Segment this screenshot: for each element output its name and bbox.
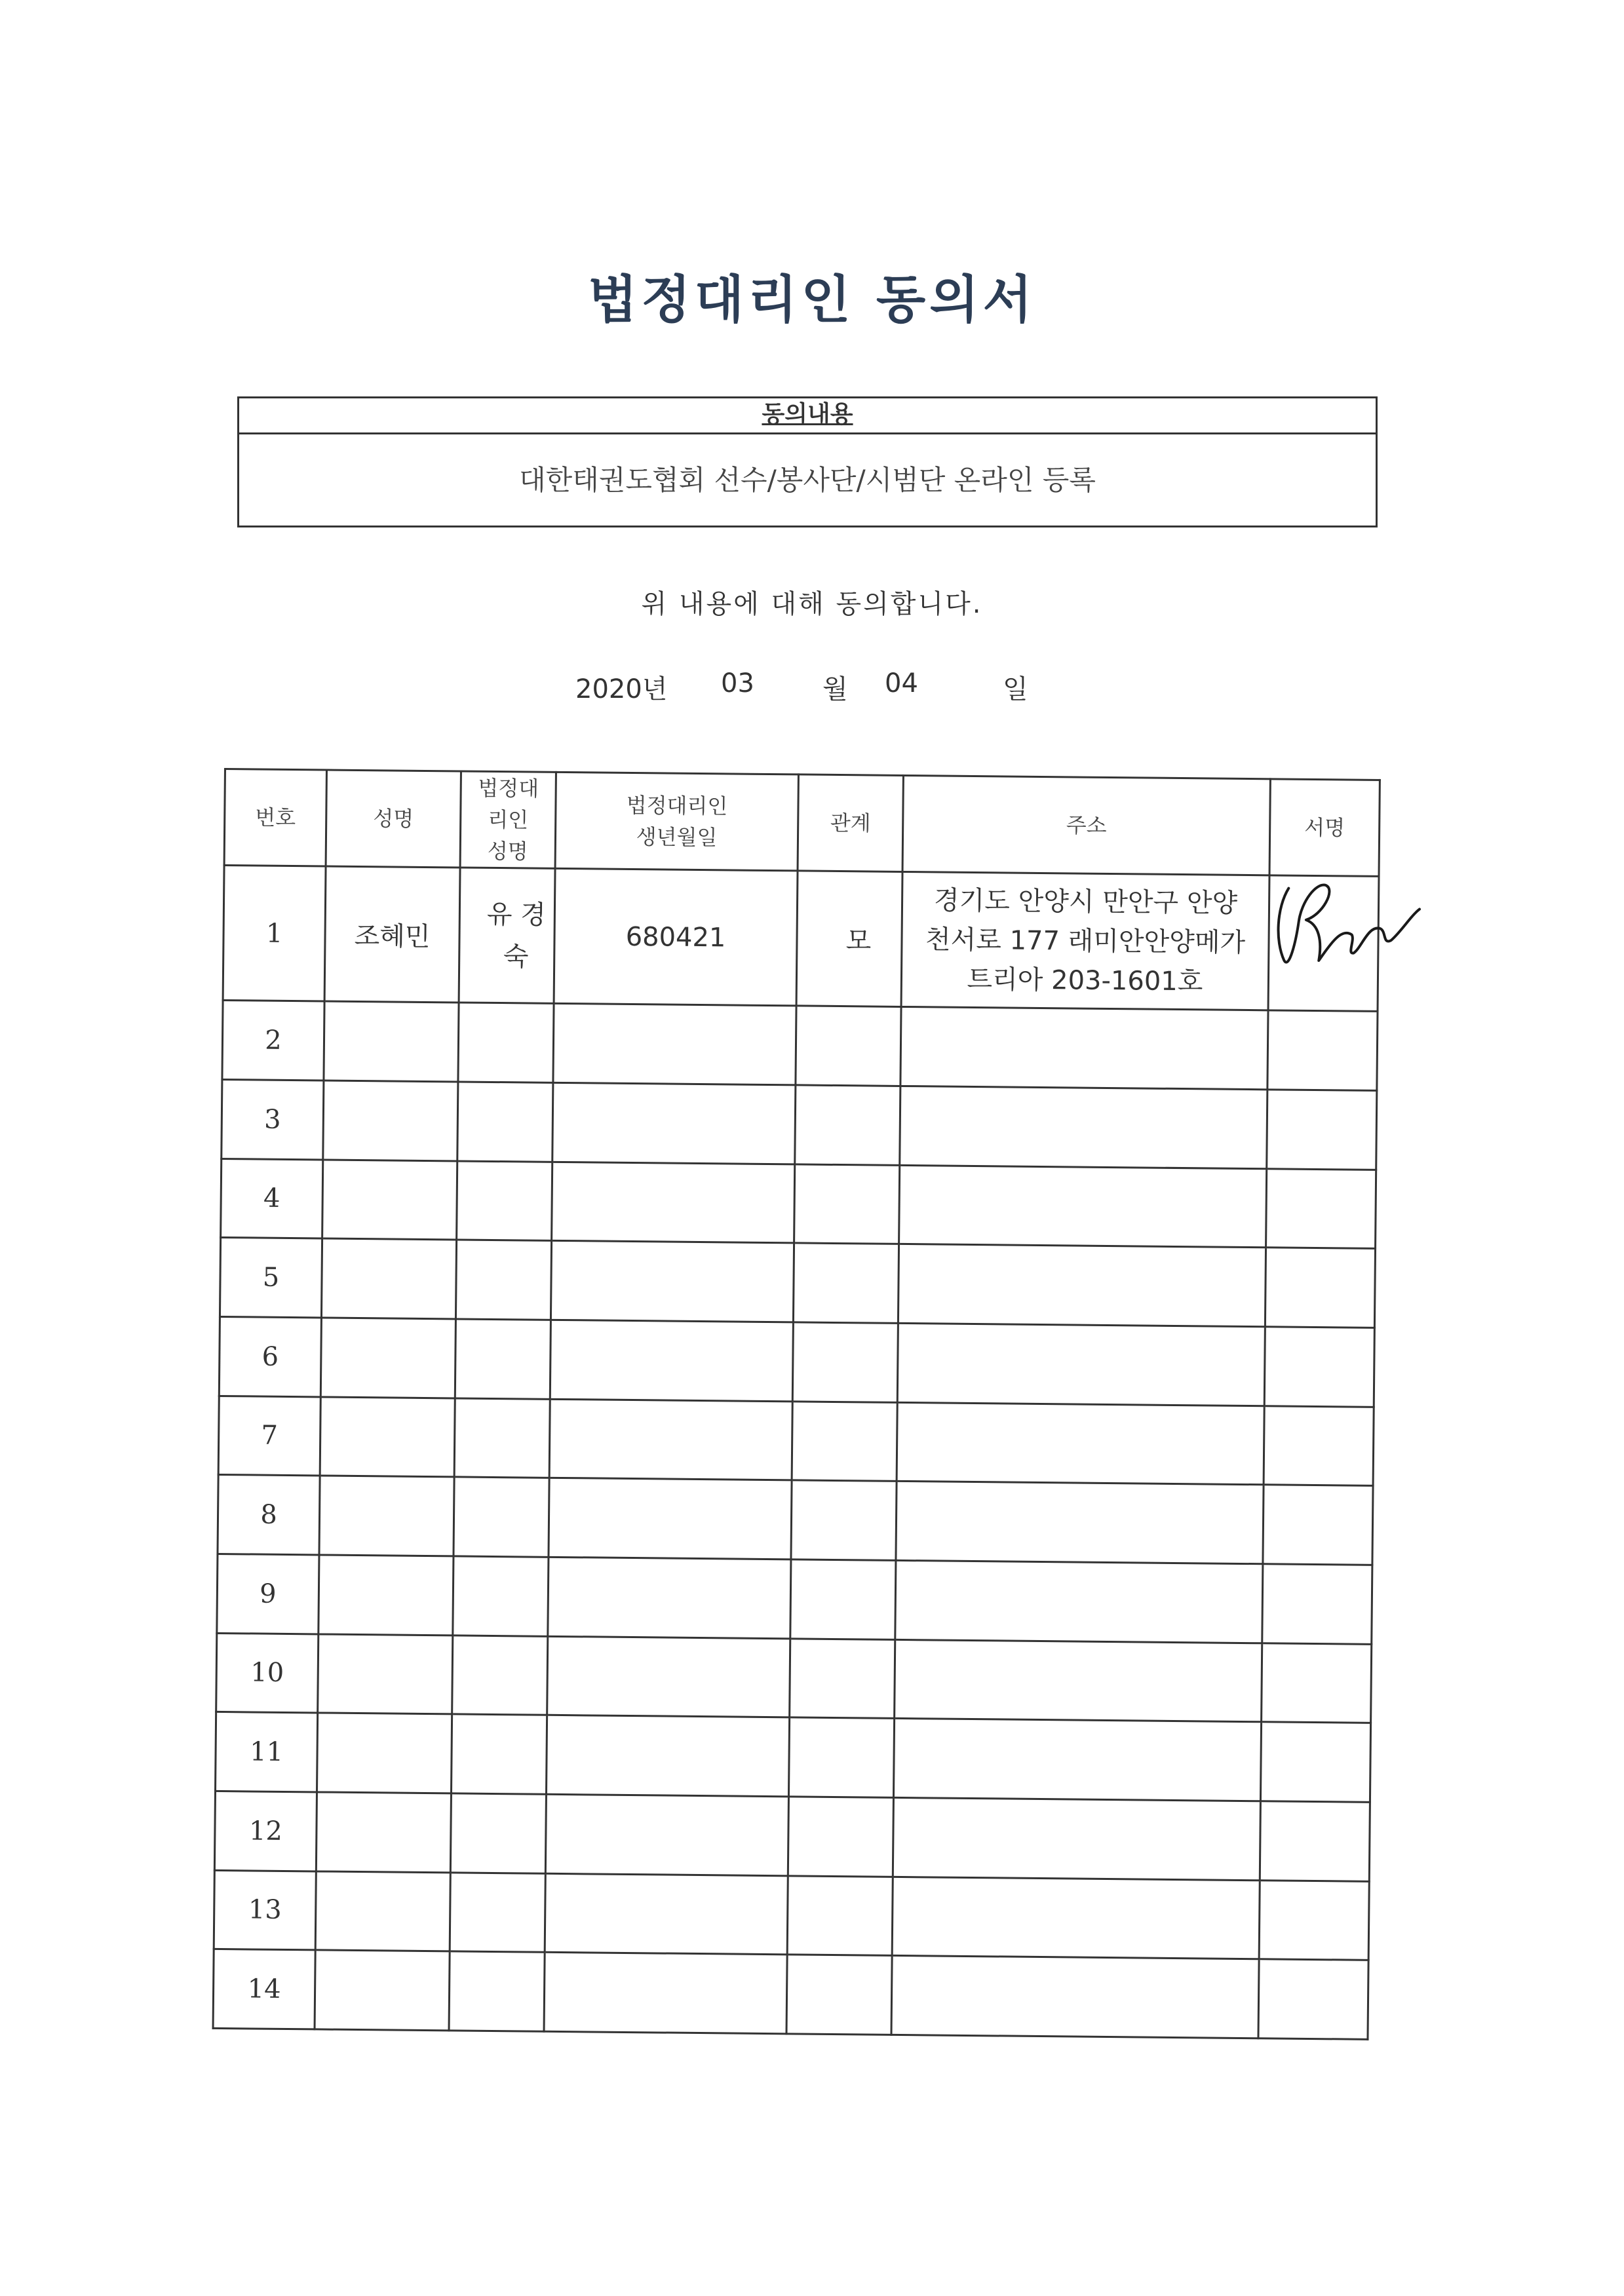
header-guardian-birth (555, 772, 798, 871)
date-day-unit: 일 (1003, 674, 1028, 704)
participant-name: 조혜민 (324, 866, 460, 1003)
table-row (216, 1633, 1372, 1723)
row-number: 3 (222, 1079, 324, 1159)
row-number: 10 (216, 1633, 319, 1713)
header-number: 번호 (224, 769, 326, 866)
table-row (222, 1079, 1377, 1170)
table-row (213, 1949, 1368, 2040)
table-row (218, 1396, 1374, 1486)
row-number: 4 (221, 1158, 323, 1238)
guardian-name (459, 868, 555, 1004)
guardian-name-line: 유 경 (486, 899, 547, 930)
address (901, 871, 1269, 1010)
relation: 모 (796, 871, 902, 1007)
address-line: 경기도 안양시 만안구 안양 (933, 885, 1238, 919)
row-number: 6 (219, 1316, 321, 1396)
header-relation: 관계 (798, 775, 903, 872)
row-number: 2 (222, 1001, 324, 1081)
date-month-unit: 월 (822, 674, 848, 704)
guardian-name-line: 숙 (503, 941, 529, 972)
header-guardian-name-line: 리인 (488, 807, 529, 833)
date-day: 04 (885, 668, 918, 698)
address-line: 트리아 203-1601호 (967, 964, 1203, 997)
row-number: 12 (214, 1791, 317, 1871)
header-row (224, 769, 1380, 877)
row-number: 14 (213, 1949, 315, 2029)
address-line: 천서로 177 래미안안양메가 (925, 924, 1246, 958)
consent-table (212, 768, 1381, 2040)
handwritten-signature (1269, 862, 1421, 974)
row-number: 1 (223, 866, 326, 1002)
row-number: 5 (220, 1238, 322, 1318)
signature-cell (1268, 875, 1379, 1012)
table-row (218, 1475, 1373, 1565)
header-name: 성명 (326, 770, 461, 868)
row-number: 13 (214, 1870, 316, 1950)
table-row (223, 866, 1379, 1012)
guardian-birth: 680421 (554, 868, 798, 1006)
table-row (219, 1316, 1374, 1407)
table-row (216, 1712, 1371, 1803)
document-title: 법정대리인 동의서 (588, 270, 1036, 330)
header-guardian-name-line: 성명 (487, 838, 528, 864)
header-signature: 서명 (1269, 779, 1380, 877)
row-number: 11 (216, 1712, 318, 1792)
row-number: 9 (217, 1554, 319, 1634)
header-guardian-birth-line: 생년월일 (636, 824, 718, 851)
consent-text: 대한태권도협회 선수/봉사단/시범단 온라인 등록 (519, 464, 1096, 496)
date-month: 03 (721, 668, 754, 698)
consent-box (237, 396, 1378, 527)
row-number: 8 (218, 1475, 320, 1555)
header-guardian-name (460, 771, 556, 868)
row-number: 7 (218, 1396, 320, 1476)
table-row (217, 1554, 1372, 1644)
date-year: 2020년 (575, 674, 668, 704)
table-row (214, 1791, 1370, 1881)
header-guardian-name-line: 법정대 (478, 775, 539, 801)
header-guardian-birth-line: 법정대리인 (626, 792, 728, 819)
table-row (214, 1870, 1369, 1961)
table-row (221, 1158, 1376, 1249)
header-address: 주소 (902, 775, 1270, 875)
table-row (220, 1238, 1375, 1328)
consent-header: 동의내용 (762, 401, 853, 428)
table-row (222, 1001, 1378, 1091)
agreement-statement: 위 내용에 대해 동의합니다. (641, 589, 983, 619)
